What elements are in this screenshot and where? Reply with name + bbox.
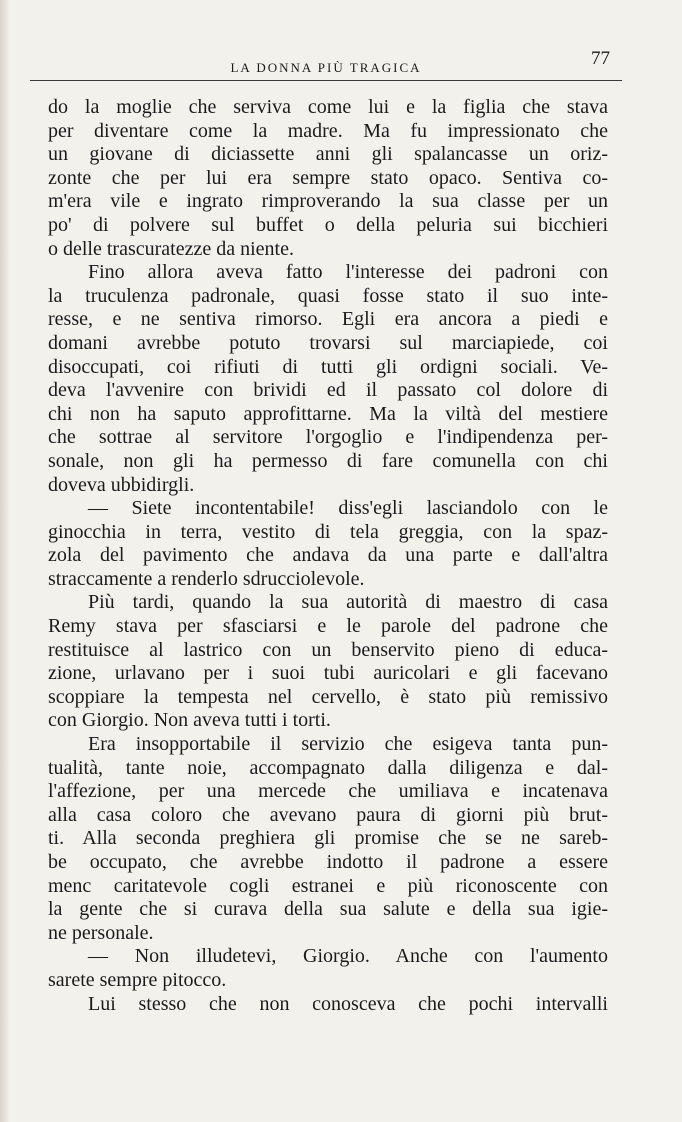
text-line: sonale, non gli ha permesso di fare comunella con chi [48,449,608,472]
text-line: alla casa coloro che avevano paura di giorni più brut- [48,803,608,826]
text-line: restituisce al lastrico con un benservito pieno di educa- [48,638,608,661]
text-line: la truculenza padronale, quasi fosse stato il suo inte- [48,284,608,307]
text-line: domani avrebbe potuto trovarsi sul marciapiede, coi [48,331,608,354]
text-line: disoccupati, coi rifiuti di tutti gli ordigni sociali. Ve- [48,355,608,378]
text-line: Era insopportabile il servizio che esigeva tanta pun- [88,733,608,756]
text-line: la gente che si curava della sua salute e della sua igie- [48,898,608,921]
text-line: l'affezione, per una mercede che umiliava e incatenava [48,780,608,803]
text-line: ne personale. [48,921,154,944]
text-line: resse, e ne sentiva rimorso. Egli era ancora a piedi e [48,308,608,331]
running-title: LA DONNA PIÙ TRAGICA [230,60,422,75]
text-line: ti. Alla seconda preghiera gli promise che se ne sareb- [48,827,608,850]
text-line: straccamente a renderlo sdrucciolevole. [48,567,365,590]
text-line: zola del pavimento che andava da una parte e dall'altra [48,544,608,567]
text-line: un giovane di diciassette anni gli spalancasse un oriz- [48,143,608,166]
body-text [48,96,608,1016]
text-line: do la moglie che serviva come lui e la figlia che stava [48,96,608,118]
text-line: scoppiare la tempesta nel cervello, è stato più remissivo [48,685,608,708]
text-line: menc caritatevole cogli estranei e più riconoscente con [48,874,608,897]
text-line: zione, urlavano per i suoi tubi auricolari e gli facevano [48,662,608,685]
text-line: be occupato, che avrebbe indotto il padrone a essere [48,851,608,873]
text-line: zonte che per lui era sempre stato opaco. Sentiva co- [48,166,608,189]
text-line: con Giorgio. Non aveva tutti i torti. [48,709,331,732]
text-line: Fino allora aveva fatto l'interesse dei padroni con [88,261,608,284]
running-header [30,48,622,81]
text-line: che sottrae al servitore l'orgoglio e l'indipendenza per- [48,426,608,449]
text-line: per diventare come la madre. Ma fu impressionato che [48,119,608,142]
text-line: chi non ha saputo approfittarne. Ma la viltà del mestiere [48,402,608,425]
text-line: — Non illudetevi, Giorgio. Anche con l'aumento [88,945,608,968]
page-edge-shadow [0,0,10,1122]
text-line: tualità, tante noie, accompagnato dalla diligenza e dal- [48,756,608,779]
text-line: deva l'avvenire con brividi ed il passato col dolore di [48,379,608,402]
text-line: o delle trascuratezze da niente. [48,237,294,260]
text-line: sarete sempre pitocco. [48,968,227,991]
text-line: m'era vile e ingrato rimproverando la sua classe per un [48,190,608,213]
text-line: Remy stava per sfasciarsi e le parole del padrone che [48,615,608,638]
text-line: Lui stesso che non conosceva che pochi intervalli [88,992,608,1015]
page-number: 77 [591,48,610,69]
text-line: ginocchia in terra, vestito di tela greggia, con la spaz- [48,520,608,543]
text-line: po' di polvere sul buffet o della peluria sui bicchieri [48,213,608,236]
text-line: Più tardi, quando la sua autorità di maestro di casa [88,591,608,614]
text-line: — Siete incontentabile! diss'egli lasciandolo con le [88,497,608,520]
text-line: doveva ubbidirgli. [48,473,195,496]
